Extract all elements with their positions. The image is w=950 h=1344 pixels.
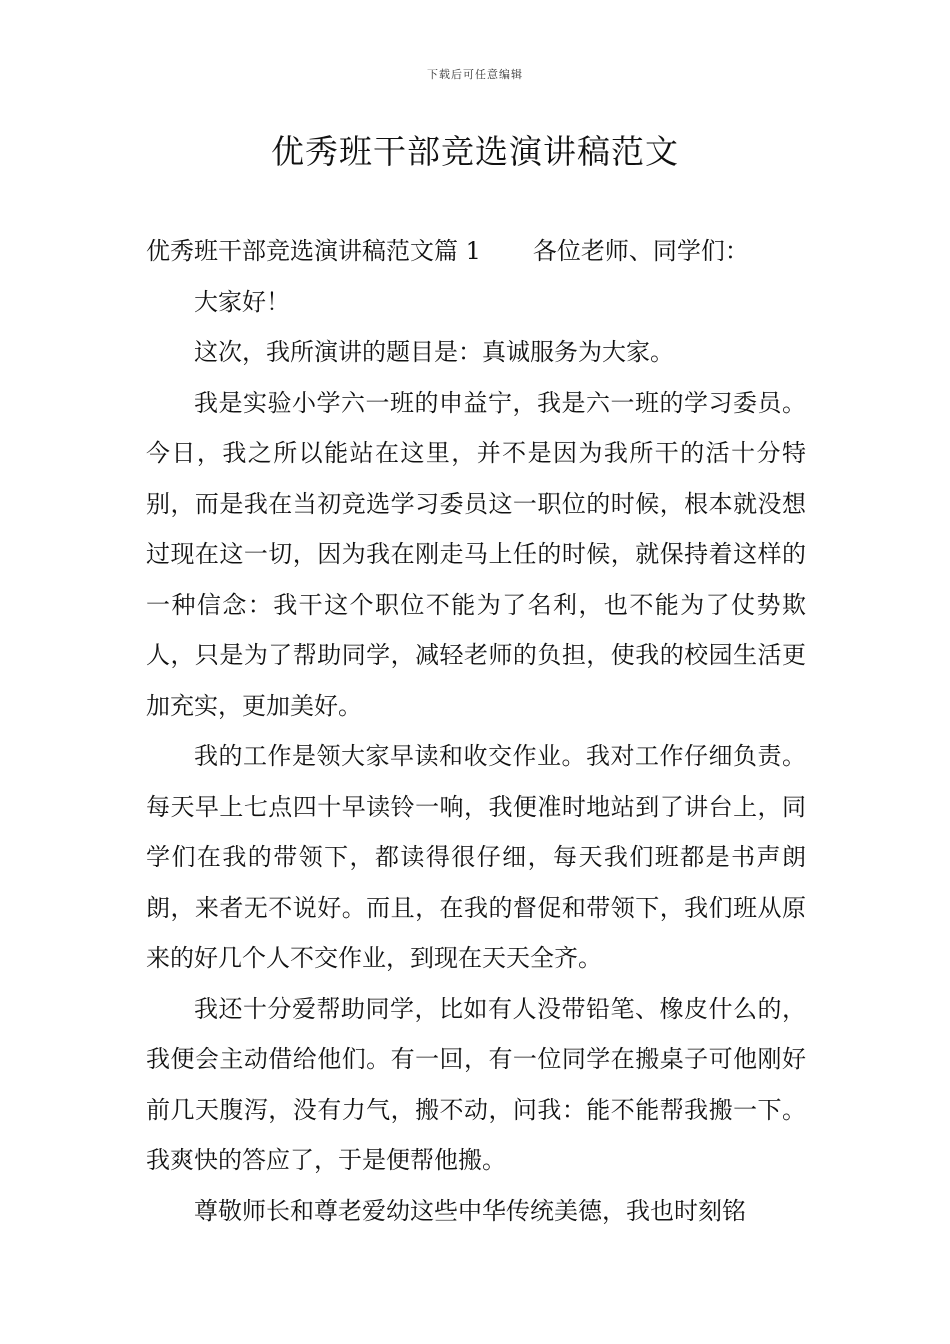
section-subtitle: 优秀班干部竞选演讲稿范文篇 1 (146, 237, 481, 265)
paragraph-topic: 这次，我所演讲的题目是：真诚服务为大家。 (194, 338, 674, 366)
paragraph-greeting: 大家好！ (194, 287, 290, 316)
paragraph-introduction: 我是实验小学六一班的申益宁，我是六一班的学习委员。今日，我之所以能站在这里，并不是因为我所干的活十分特别，而是我在当初竞选学习委员这一职位的时候，根本就没想过现在这一切，因为我在刚走马上任的时候，就保持着这样的一种信念：我干这个职位不能为了名利，也不能为了仗势欺人，只是为了帮助同学，减轻老师的负担，使我的校园生活更加充实，更加美好。 (146, 388, 806, 720)
document-title: 优秀班干部竞选演讲稿范文 (271, 132, 679, 171)
document-body (146, 226, 806, 1236)
salutation: 各位老师、同学们： (532, 237, 749, 265)
paragraph-helping: 我还十分爱帮助同学，比如有人没带铅笔、橡皮什么的，我便会主动借给他们。有一回，有一位同学在搬桌子可他刚好前几天腹泻，没有力气，搬不动，问我：能不能帮我搬一下。我爽快的答应了，于是便帮他搬。 (146, 994, 806, 1174)
paragraph-duties: 我的工作是领大家早读和收交作业。我对工作仔细负责。每天早上七点四十早读铃一响，我便准时地站到了讲台上，同学们在我的带领下，都读得很仔细，每天我们班都是书声朗朗，来者无不说好。而且，在我的督促和带领下，我们班从原来的好几个人不交作业，到现在天天全齐。 (146, 742, 806, 972)
subtitle-line (146, 226, 806, 277)
header-note: 下载后可任意编辑 (427, 68, 523, 81)
paragraph-respect: 尊敬师长和尊老爱幼这些中华传统美德，我也时刻铭 (194, 1196, 746, 1225)
